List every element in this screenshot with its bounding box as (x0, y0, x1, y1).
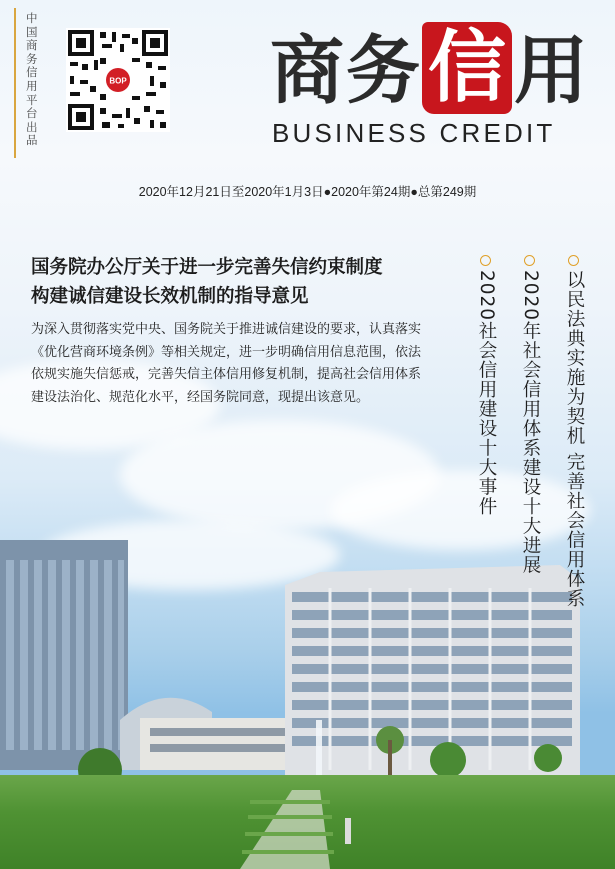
logo (270, 22, 600, 122)
bullet-icon (568, 255, 579, 266)
bullet-icon (524, 255, 535, 266)
bullet-icon (480, 255, 491, 266)
cover-headline (31, 253, 383, 311)
vertical-title: 以民法典实施为契机 完善社会信用体系 (564, 270, 585, 609)
vertical-title: 2020年社会信用体系建设十大进展 (520, 270, 541, 575)
logo-char: 商 (270, 28, 344, 114)
qr-badge: BOP (109, 76, 127, 86)
headline-line: 国务院办公厅关于进一步完善失信约束制度 (31, 257, 383, 278)
logo-seal (422, 22, 512, 114)
logo-english: BUSINESS CREDIT (272, 118, 556, 148)
vertical-title: 2020社会信用建设十大事件 (476, 270, 497, 517)
headline-line: 构建诚信建设长效机制的指导意见 (31, 286, 309, 307)
logo-char: 用 (514, 28, 588, 114)
logo-char: 信 (427, 22, 506, 113)
publisher-label: 中国商务信用平台出品 (26, 11, 38, 148)
cover-summary: 为深入贯彻落实党中央、国务院关于推进诚信建设的要求，认真落实《优化营商环境条例》等相关规定，进一步明确信用信息范围，依法依规实施失信惩戒，完善失信主体信用修复机制，提高社会信用体系建设法治化、规范化水平，经国务院同意，现提出该意见。 (31, 322, 422, 405)
logo-char: 务 (346, 28, 420, 114)
publisher-divider (14, 8, 16, 158)
issue-info: 2020年12月21日至2020年1月3日●2020年第24期●总第249期 (138, 185, 477, 199)
qr-code (66, 28, 170, 132)
